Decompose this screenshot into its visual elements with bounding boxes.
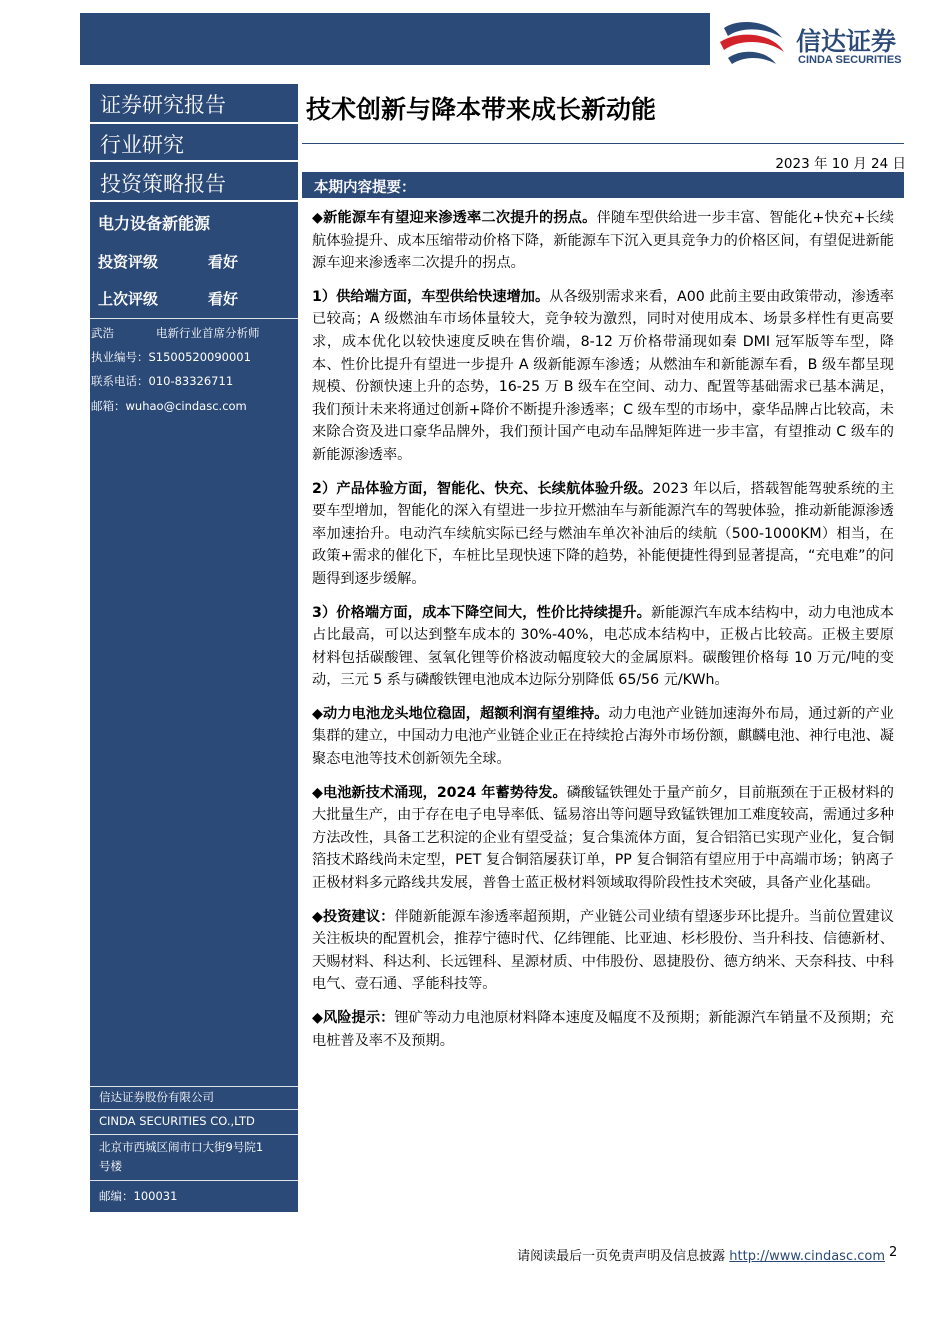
cinda-logo-icon (718, 14, 792, 68)
paragraph (312, 1007, 894, 1052)
industry-name: 电力设备新能源 (98, 214, 211, 233)
sidebar (90, 84, 298, 1212)
analyst-phone: 联系电话：010-83326711 (91, 374, 234, 388)
paragraph (312, 906, 894, 996)
paragraph (312, 782, 894, 895)
analyst-name: 武浩 (91, 326, 114, 340)
paragraph (312, 286, 894, 467)
research-type: 行业研究 (100, 133, 184, 157)
paragraph-text: 锂矿等动力电池原材料降本速度及幅度不及预期；新能源汽车销量不及预期；充电桩普及率不及预期。 (312, 1010, 894, 1049)
analyst-title: 电新行业首席分析师 (156, 326, 260, 340)
paragraph-text: 2023 年以后，搭载智能驾驶系统的主要车型增加，智能化的深入有望进一步拉开燃油车与新能源汽车的驾驶体验，推动新能源渗透率加速抬升。电动汽车续航实际已经与燃油车单次补油后的续航（500-1000KM）相当，在政策+需求的催化下，车桩比呈现快速下降的趋势，补能便捷性得到显著提高，“充电难”的问题得到逐步缓解。 (312, 480, 895, 587)
paragraph-text: 从各级别需求来看，A00 此前主要由政策带动，渗透率已较高；A 级燃油车市场体量较大，竞争较为激烈，同时对使用成本、场景多样性有更高要求，成本优化以较快速度反映在售价端，8-12 万价格带涌现如秦 DMI 冠军版等车型，降本、性价比提升有望进一步提升 A 级新能源车渗透；从燃油车和新能源车看，B 级车都呈现规模、份额快速上升的态势，16-25 万 B 级车在空间、动力、配置等基础需求已基本满足，我们预计未来将通过创新+降价不断提升渗透率；C 级车型的市场中，豪华品牌占比较高，未来除合资及进口豪华品牌外，我们预计国产电动车品牌矩阵进一步丰富，有望推动 C 级车的新能源渗透率。 (312, 288, 894, 463)
company-name-en: CINDA SECURITIES CO.,LTD (99, 1114, 255, 1128)
page-number: 2 (889, 1245, 898, 1260)
sidebar-separator (90, 1134, 298, 1135)
company-postcode: 邮编：100031 (99, 1189, 178, 1203)
company-address-line-2: 号楼 (99, 1159, 122, 1173)
sidebar-divider (90, 200, 298, 202)
paragraph-lead: ◆新能源车有望迎来渗透率二次提升的拐点。 (312, 210, 597, 226)
sidebar-separator (90, 1109, 298, 1110)
paragraph-lead: ◆风险提示： (312, 1010, 395, 1026)
rating-value: 看好 (208, 253, 239, 271)
analyst-email: 邮箱：wuhao@cindasc.com (91, 399, 247, 413)
paragraph (312, 207, 894, 275)
top-banner (80, 13, 710, 65)
paragraph-lead: 1）供给端方面，车型供给快速增加。 (312, 288, 550, 305)
prev-rating-value: 看好 (208, 290, 239, 308)
paragraph-lead: 3）价格端方面，成本下降空间大，性价比持续提升。 (312, 604, 651, 621)
report-type: 证券研究报告 (100, 93, 226, 117)
sidebar-separator (90, 318, 298, 319)
paragraph (312, 478, 894, 591)
logo-text-cn: 信达证券 (796, 27, 897, 56)
summary-heading: 本期内容提要： (314, 180, 416, 196)
rating-label: 投资评级 (98, 253, 159, 271)
research-type-tile (90, 124, 298, 160)
paragraph-text: 动力电池产业链加速海外布局，通过新的产业集群的建立，中国动力电池产业链企业正在持续抢占海外市场份额，麒麟电池、神行电池、凝聚态电池等技术创新领先全球。 (312, 705, 894, 768)
summary-heading-bar (302, 172, 904, 198)
paragraph-lead: ◆动力电池龙头地位稳固，超额利润有望维持。 (312, 705, 609, 722)
paragraph-text: 新能源汽车成本结构中，动力电池成本占比最高，可以达到整车成本的 30%-40%，电芯成本结构中，正极占比较高。正极主要原材料包括碳酸锂、氢氧化锂等价格波动幅度较大的金属原料。碳酸锂价格每 10 万元/吨的变动，三元 5 系与磷酸铁锂电池成本边际分别降低 65/56 元/KWh。 (312, 604, 894, 689)
paragraph-lead: ◆电池新技术涌现，2024 年蓄势待发。 (312, 784, 567, 801)
report-type-tile (90, 84, 298, 122)
sidebar-separator (90, 1086, 298, 1087)
paragraph-text: 伴随新能源车渗透率超预期，产业链公司业绩有望逐步环比提升。当前位置建议关注板块的配置机会，推荐宁德时代、亿纬锂能、比亚迪、杉杉股份、当升科技、信德新材、天赐材料、科达利、长远锂科、星源材质、中伟股份、恩捷股份、德方纳米、天奈科技、中科电气、壹石通、孚能科技等。 (312, 908, 894, 993)
analyst-license: 执业编号：S1500520090001 (91, 350, 251, 364)
footer-disclaimer: 请阅读最后一页免责声明及信息披露 (517, 1249, 726, 1264)
paragraph-lead: 2）产品体验方面，智能化、快充、长续航体验升级。 (312, 480, 653, 497)
sidebar-separator (90, 1180, 298, 1181)
paragraph (312, 602, 894, 692)
paragraph-lead: ◆投资建议： (312, 908, 395, 925)
paragraph (312, 703, 894, 771)
logo-text-en: CINDA SECURITIES (798, 54, 902, 66)
report-date: 2023 年 10 月 24 日 (775, 156, 906, 172)
cinda-logo (718, 14, 946, 68)
report-title: 技术创新与降本带来成长新动能 (306, 95, 657, 124)
prev-rating-label: 上次评级 (98, 290, 159, 308)
title-rule (302, 143, 904, 144)
page-footer (517, 1245, 885, 1264)
company-address-line-1: 北京市西城区闹市口大街9号院1 (99, 1140, 264, 1154)
report-kind-tile (90, 162, 298, 200)
report-kind: 投资策略报告 (100, 172, 226, 196)
footer-url-link[interactable]: http://www.cindasc.com (729, 1249, 885, 1264)
company-name-cn: 信达证券股份有限公司 (99, 1090, 214, 1104)
summary-content (312, 207, 894, 1063)
paragraph-text: 磷酸锰铁锂处于量产前夕，目前瓶颈在于正极材料的大批量生产，由于存在电子电导率低、锰易溶出等问题导致锰铁锂加工难度较高，需通过多种方法改性，具备工艺积淀的企业有望受益；复合集流体方面，复合铝箔已实现产业化，复合铜箔技术路线尚未定型，PET 复合铜箔屡获订单，PP 复合铜箔有望应用于中高端市场；钠离子正极材料多元路线共发展，普鲁士蓝正极材料领域取得阶段性技术突破，具备产业化基础。 (312, 784, 894, 892)
paragraph-text: 伴随车型供给进一步丰富、智能化+快充+长续航体验提升、成本压缩带动价格下降，新能源车下沉入更具竞争力的价格区间，有望促进新能源车迎来渗透率二次提升的拐点。 (312, 210, 894, 272)
